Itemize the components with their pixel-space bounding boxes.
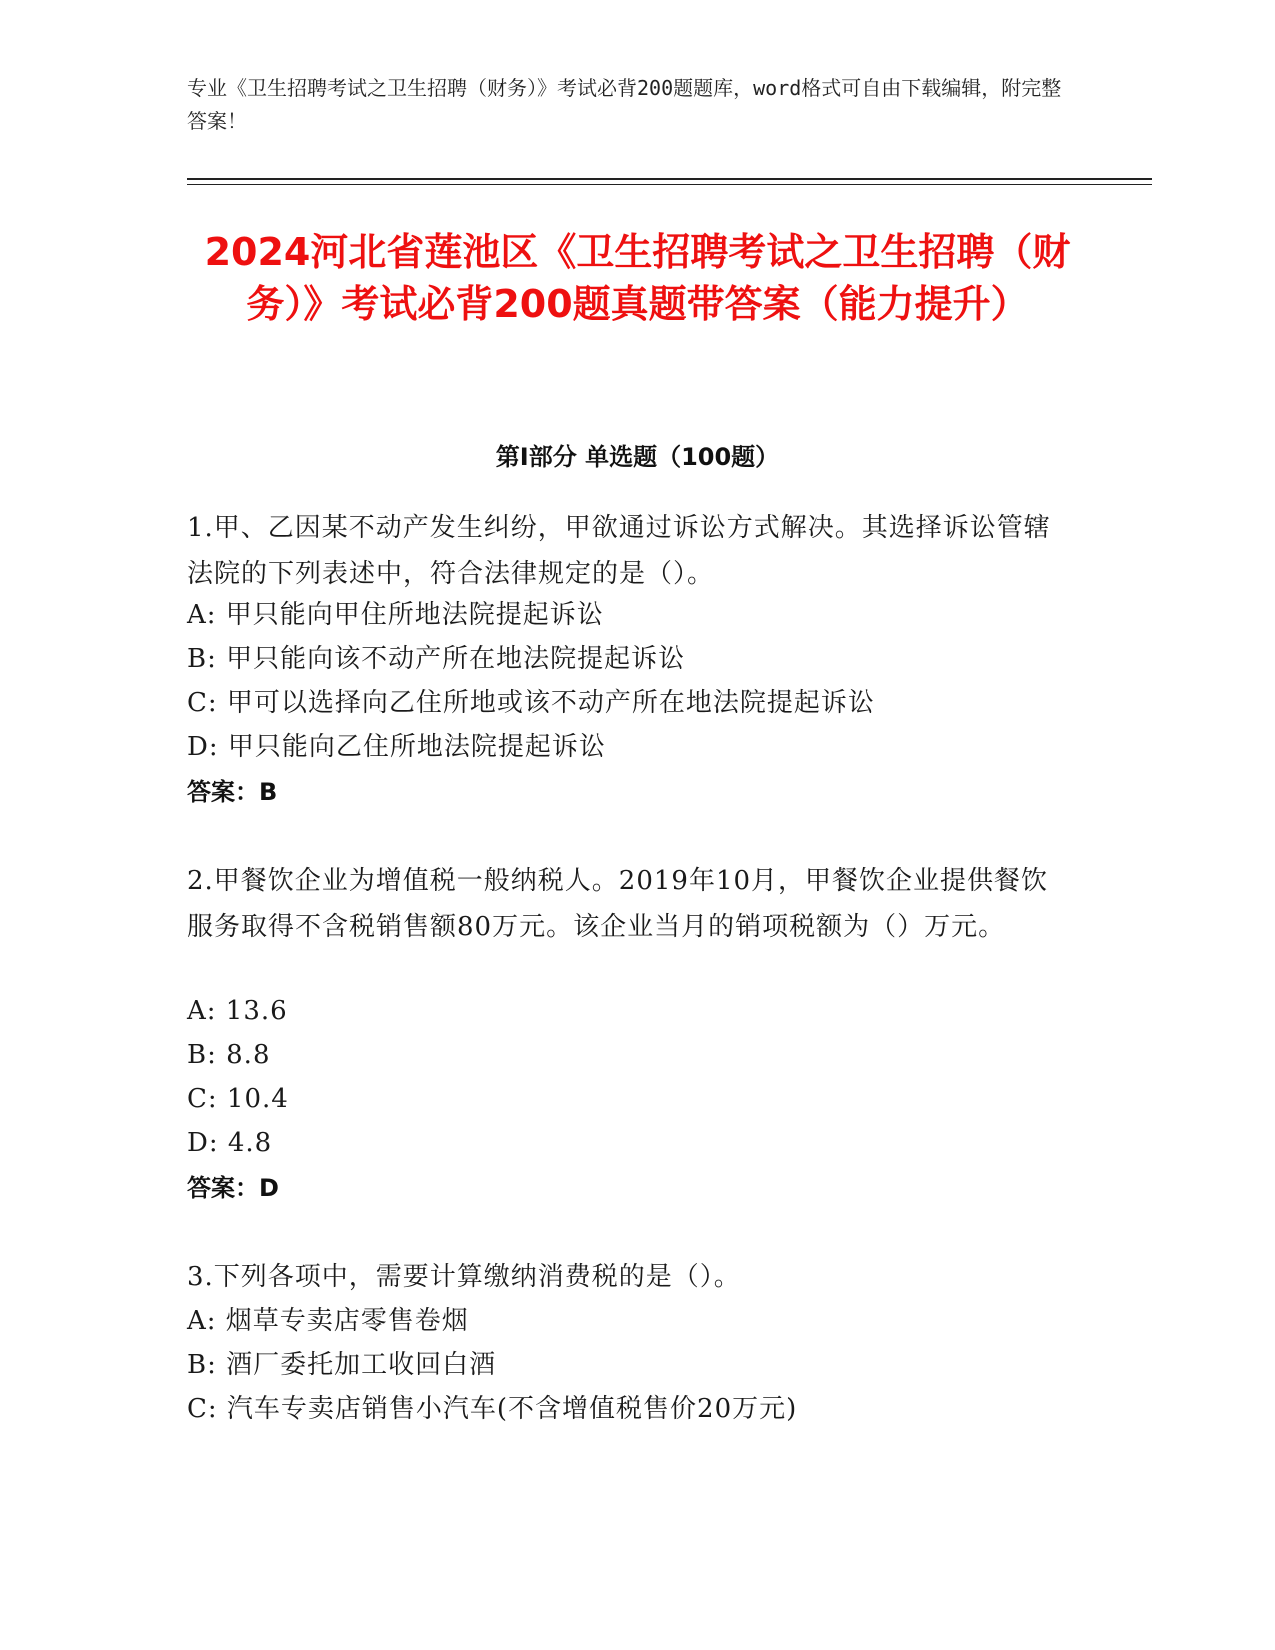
question-3-option-c: C: 汽车专卖店销售小汽车(不含增值税售价20万元) (187, 1394, 798, 1424)
header-divider-thin (187, 184, 1152, 185)
document-title: 2024河北省莲池区《卫生招聘考试之卫生招聘（财务）》考试必背200题真题带答案（能力提升） (204, 230, 1071, 326)
question-1-answer: 答案：B (187, 778, 278, 806)
question-3-stem: 3.下列各项中，需要计算缴纳消费税的是（）。 (187, 1262, 741, 1292)
question-2-stem: 2.甲餐饮企业为增值税一般纳税人。2019年10月，甲餐饮企业提供餐饮服务取得不含税销售额80万元。该企业当月的销项税额为（）万元。 (187, 866, 1049, 942)
question-1-option-c: C: 甲可以选择向乙住所地或该不动产所在地法院提起诉讼 (187, 688, 875, 718)
question-2-option-a: A: 13.6 (187, 996, 288, 1026)
question-1-option-b: B: 甲只能向该不动产所在地法院提起诉讼 (187, 644, 686, 674)
question-1-stem: 1.甲、乙因某不动产发生纠纷，甲欲通过诉讼方式解决。其选择诉讼管辖法院的下列表述中，符合法律规定的是（）。 (187, 513, 1051, 589)
question-1-option-d: D: 甲只能向乙住所地法院提起诉讼 (187, 732, 606, 762)
question-2-answer: 答案：D (187, 1174, 279, 1202)
question-3-option-b: B: 酒厂委托加工收回白酒 (187, 1350, 497, 1380)
header-divider-thick (187, 178, 1152, 180)
header-note: 专业《卫生招聘考试之卫生招聘（财务）》考试必背200题题库，word格式可自由下载编辑，附完整答案！ (187, 76, 1062, 133)
question-2-option-c: C: 10.4 (187, 1084, 289, 1114)
section-title: 第I部分 单选题（100题） (495, 443, 780, 471)
question-2-option-d: D: 4.8 (187, 1128, 273, 1158)
question-2-option-b: B: 8.8 (187, 1040, 271, 1070)
question-1-option-a: A: 甲只能向甲住所地法院提起诉讼 (187, 600, 604, 630)
question-3-option-a: A: 烟草专卖店零售卷烟 (187, 1306, 469, 1336)
